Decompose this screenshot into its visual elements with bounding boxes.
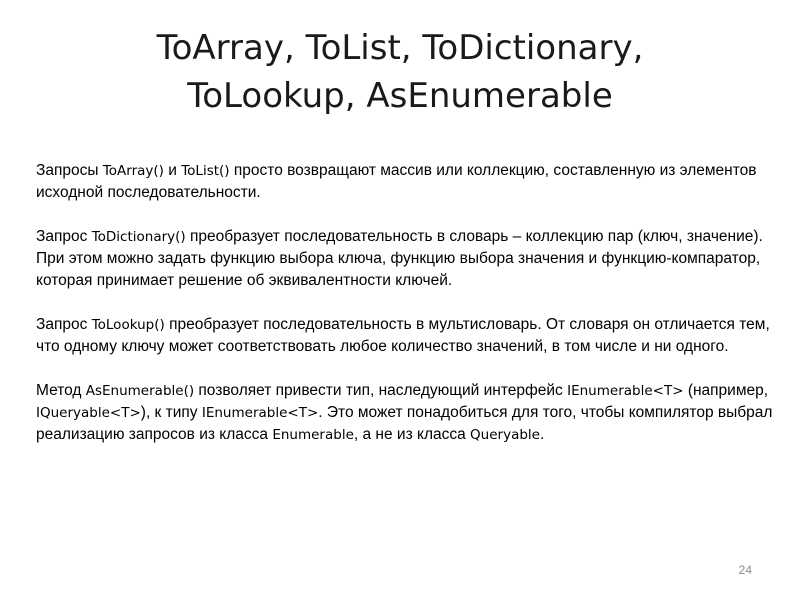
text-span: (например, <box>683 382 769 399</box>
text-span: Запрос <box>36 228 92 245</box>
text-span: Запрос <box>36 316 92 333</box>
paragraph-tolookup <box>36 314 776 358</box>
text-span: ), к типу <box>140 404 202 421</box>
code-toarray: ToArray() <box>102 163 164 179</box>
text-span: просто возвращают массив или коллекцию, составленную из элементов исходной последовательности. <box>36 162 757 201</box>
code-tolist: ToList() <box>181 163 230 179</box>
text-span: преобразует последовательность в мультисловарь. От словаря он отличается тем, что одному ключу может соответствовать любое количество значений, в том числе и ни одного. <box>36 316 770 355</box>
paragraph-asenumerable <box>36 380 776 446</box>
text-span: и <box>163 162 182 179</box>
paragraph-toarray-tolist <box>36 160 776 204</box>
page-number: 24 <box>738 563 752 577</box>
paragraph-todictionary <box>36 226 776 292</box>
code-tolookup: ToLookup() <box>91 317 165 333</box>
slide-title-line-2: ToLookup, AsEnumerable <box>187 76 613 116</box>
code-ienumerable: IEnumerable<T> <box>567 383 684 399</box>
code-todictionary: ToDictionary() <box>91 229 186 245</box>
slide-body <box>36 160 776 468</box>
slide-title <box>60 24 740 120</box>
text-span: позволяет привести тип, наследующий интерфейс <box>194 382 568 399</box>
text-span: . Это может понадобиться для того, чтобы компилятор выбрал реализацию запросов из класса <box>36 404 773 443</box>
text-span: Метод <box>36 382 86 399</box>
slide-title-line-1: ToArray, ToList, ToDictionary, <box>156 28 644 68</box>
text-span: , а не из класса <box>353 426 471 443</box>
text-span: преобразует последовательность в словарь – коллекцию пар (ключ, значение). При этом можно задать функцию выбора ключа, функцию выбора значения и функцию-компаратор, которая принимает решение об эквивалентности ключей. <box>36 228 763 289</box>
code-iqueryable: IQueryable<T> <box>36 405 141 421</box>
text-span: Запросы <box>36 162 103 179</box>
text-span: . <box>539 426 545 443</box>
code-queryable-class: Queryable <box>470 427 540 443</box>
code-enumerable-class: Enumerable <box>272 427 354 443</box>
code-ienumerable: IEnumerable<T> <box>201 405 319 421</box>
code-asenumerable: AsEnumerable() <box>85 383 195 399</box>
